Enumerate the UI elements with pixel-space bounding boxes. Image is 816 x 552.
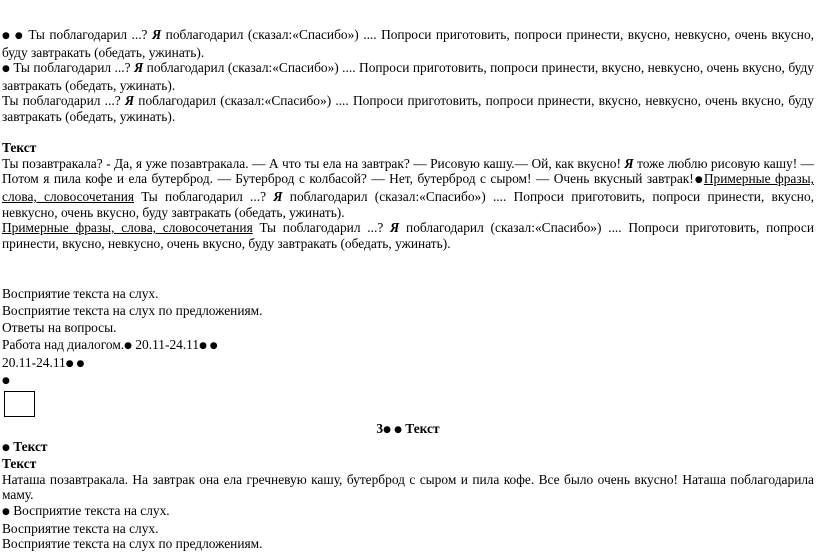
phrases-link-2[interactable]: Примерные фразы, слова, словосочетания xyxy=(2,220,253,236)
bullet-icon: ● ● xyxy=(65,358,85,369)
dialog-tail-b: поблагодарил (сказал:«Спасибо») .... Попроси приготовить, попроси принести, вкусно, невкусно, очень вкусно, буду завтракать (обедать, ужинать). xyxy=(2,188,814,220)
bullet-icon: ● xyxy=(693,175,704,186)
document-page xyxy=(2,27,814,552)
task-dialog xyxy=(2,337,814,355)
dialog-text-a: Ты позавтракала? - Да, я уже позавтракала. — А что ты ела на завтрак? — Рисовую кашу.— Ой, как вкусно! xyxy=(2,155,625,171)
block2-text-a: Ты поблагодарил ...? xyxy=(9,60,134,76)
block2-text-b: поблагодарил (сказал:«Спасибо») .... Попроси приготовить, попроси принести, вкусно, невкусно, очень вкусно, буду завтракать (обедать, ужинать). xyxy=(2,60,814,93)
lower-listening: Восприятие текста на слух. xyxy=(2,520,159,536)
text-heading: Текст xyxy=(2,140,37,156)
phrases-text-a: Ты поблагодарил ...? xyxy=(252,220,391,236)
task-listening: Восприятие текста на слух. xyxy=(2,286,159,302)
bullet-text-label: Текст xyxy=(9,438,48,454)
block1-ya: Я xyxy=(151,27,162,42)
dates-2: 20.11-24.11 xyxy=(2,354,66,370)
phrases-link[interactable]: Примерные фразы, слова, словосочетания xyxy=(2,171,814,204)
paragraph-block2 xyxy=(2,60,814,93)
paragraph-block3 xyxy=(2,93,814,124)
bullet-icon: ● xyxy=(2,376,10,387)
task-dates: 20.11-24.11 xyxy=(132,336,200,352)
empty-frame xyxy=(4,391,35,417)
bullet-icon: ● xyxy=(2,507,10,518)
block1-text-b: поблагодарил (сказал:«Спасибо») .... Попроси приготовить, попроси принести, вкусно, невкусно, очень вкусно, буду завтракать (обедать, ужинать). xyxy=(2,27,815,60)
block3-ya: Я xyxy=(124,93,135,109)
bullet-icon: ● xyxy=(124,340,132,351)
dates-line xyxy=(2,355,814,373)
block2-ya: Я xyxy=(133,60,144,76)
bullet-listening-line xyxy=(2,503,814,521)
slide-label: Текст xyxy=(401,421,440,437)
paragraph-phrases xyxy=(2,220,814,251)
dialog-tail-a: Ты поблагодарил ...? xyxy=(134,188,274,204)
dialog-text-b: тоже люблю рисовую кашу! — Потом я пила кофе и ела бутерброд. — Бутерброд с колбасой? — Нет, бутерброд с сыром! — Очень вкусный завтрак! xyxy=(2,155,815,187)
task-listening-sentences: Восприятие текста на слух по предложениям. xyxy=(2,303,263,319)
lone-bullet-line xyxy=(2,372,814,390)
bullet-icon: ● ● xyxy=(199,340,218,351)
bullet-icon: ● xyxy=(2,442,10,453)
slide-number: 3 xyxy=(376,421,384,437)
bullet-icon: ● xyxy=(2,64,10,75)
dialog-tail-ya: Я xyxy=(273,188,283,204)
bullet-text-line xyxy=(2,439,814,457)
bullet-icon: ● ● xyxy=(2,31,24,41)
bullet-icon: ● ● xyxy=(383,425,402,436)
lower-listening-sentences: Восприятие текста на слух по предложениям. xyxy=(2,536,263,552)
bullet-listening-label: Восприятие текста на слух. xyxy=(9,503,170,519)
task-dialog-label: Работа над диалогом. xyxy=(2,336,125,352)
task-answers: Ответы на вопросы. xyxy=(2,319,117,335)
spacer xyxy=(2,251,814,282)
spacer xyxy=(2,125,814,141)
phrases-ya: Я xyxy=(390,220,400,236)
lower-heading: Текст xyxy=(2,456,37,472)
block1-text-a: Ты поблагодарил ...? xyxy=(23,27,152,42)
paragraph-block1 xyxy=(2,27,814,60)
block3-text-a: Ты поблагодарил ...? xyxy=(2,93,125,109)
dialog-ya: Я xyxy=(624,155,634,171)
paragraph-dialog xyxy=(2,156,814,220)
block3-text-b: поблагодарил (сказал:«Спасибо») .... Попроси приготовить, попроси принести, вкусно, невкусно, очень вкусно, буду завтракать (обедать, ужинать). xyxy=(2,93,814,124)
phrases-text-b: поблагодарил (сказал:«Спасибо») .... Попроси приготовить, попроси принести, вкусно, невкусно, очень вкусно, буду завтракать (обедать, ужинать). xyxy=(2,220,814,251)
slide-number-line xyxy=(2,421,814,439)
story-paragraph: Наташа позавтракала. На завтрак она ела гречневую кашу, бутерброд с сыром и пила кофе. Все было очень вкусно! Наташа поблагодарила маму. xyxy=(2,471,814,503)
